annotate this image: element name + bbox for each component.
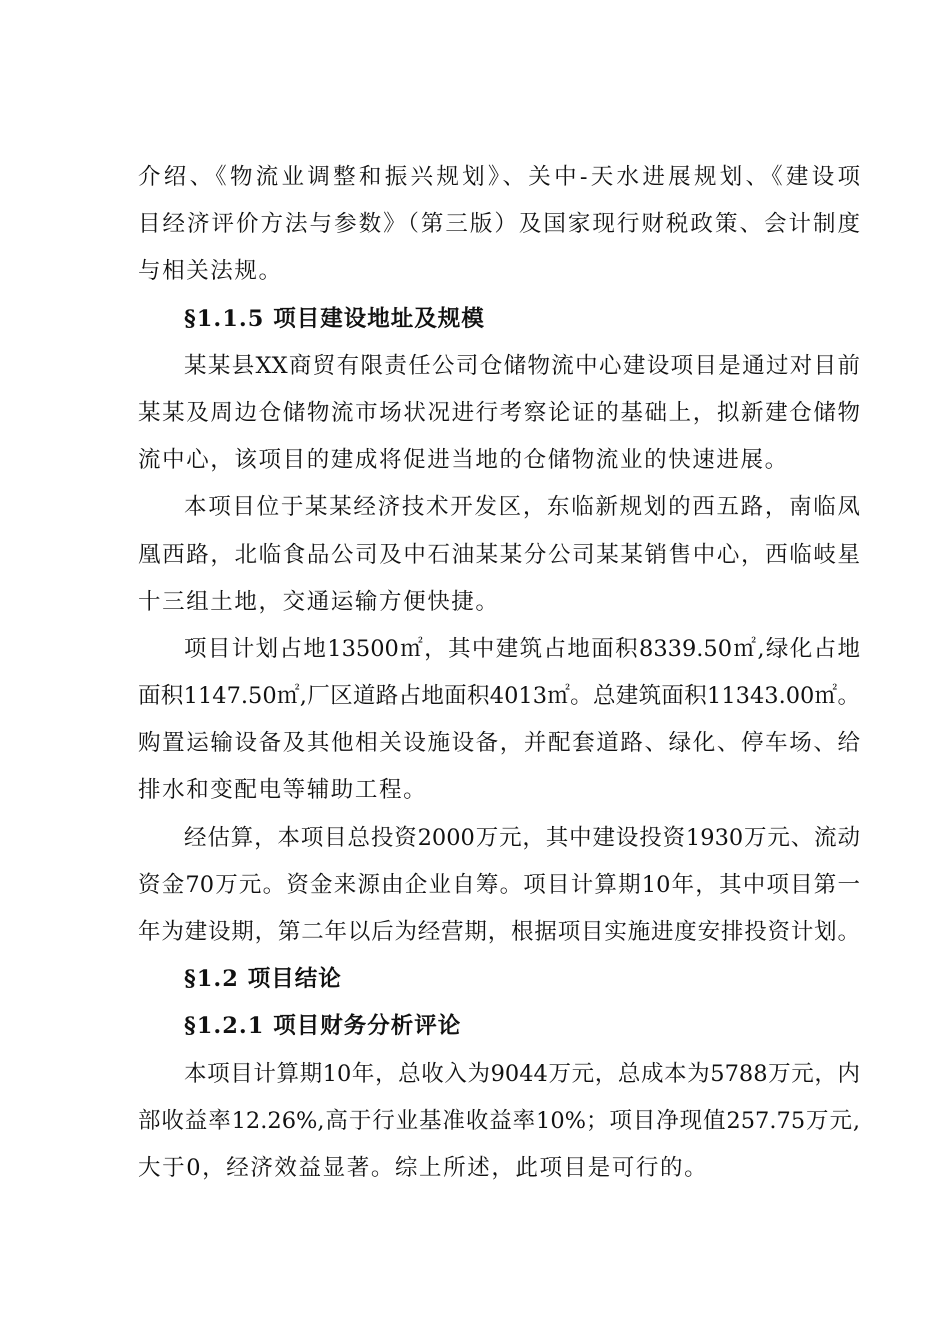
paragraph-line: 某某县XX商贸有限责任公司仓储物流中心建设项目是通过对目前: [184, 352, 860, 379]
paragraph-line: 某某及周边仓储物流市场状况进行考察论证的基础上，拟新建仓储物: [138, 399, 860, 426]
paragraph-line: 面积1147.50㎡,厂区道路占地面积4013㎡。总建筑面积11343.00㎡。: [138, 683, 860, 710]
section-heading-1-2: §1.2 项目结论: [184, 966, 342, 993]
paragraph-line: 大于0，经济效益显著。综上所述，此项目是可行的。: [138, 1154, 709, 1181]
paragraph-line: 目经济评价方法与参数》（第三版）及国家现行财税政策、会计制度: [138, 211, 860, 238]
paragraph-line: 介绍、《物流业调整和振兴规划》、关中-天水进展规划、《建设项: [138, 164, 860, 190]
section-heading-1-1-5: §1.1.5 项目建设地址及规模: [184, 305, 485, 332]
paragraph-line: 经估算，本项目总投资2000万元，其中建设投资1930万元、流动: [184, 824, 860, 851]
paragraph-line: 凰西路，北临食品公司及中石油某某分公司某某销售中心，西临岐星: [138, 541, 860, 568]
paragraph-line: 资金70万元。资金来源由企业自筹。项目计算期10年，其中项目第一: [138, 871, 860, 898]
paragraph-line: 项目计划占地13500㎡，其中建筑占地面积8339.50㎡,绿化占地: [184, 635, 860, 662]
paragraph-line: 本项目计算期10年，总收入为9044万元，总成本为5788万元，内: [184, 1060, 860, 1087]
paragraph-line: 购置运输设备及其他相关设施设备，并配套道路、绿化、停车场、给: [138, 730, 860, 757]
paragraph-line: 十三组土地，交通运输方便快捷。: [138, 588, 500, 615]
paragraph-line: 部收益率12.26%,高于行业基准收益率10%；项目净现值257.75万元,: [138, 1107, 860, 1134]
paragraph-line: 年为建设期，第二年以后为经营期，根据项目实施进度安排投资计划。: [138, 919, 860, 945]
paragraph-line: 流中心，该项目的建成将促进当地的仓储物流业的快速进展。: [138, 447, 789, 474]
section-heading-1-2-1: §1.2.1 项目财务分析评论: [184, 1013, 462, 1040]
paragraph-line: 本项目位于某某经济技术开发区，东临新规划的西五路，南临凤: [184, 494, 860, 521]
paragraph-line: 与相关法规。: [138, 258, 283, 285]
paragraph-line: 排水和变配电等辅助工程。: [138, 777, 428, 804]
document-page: [138, 154, 860, 1192]
